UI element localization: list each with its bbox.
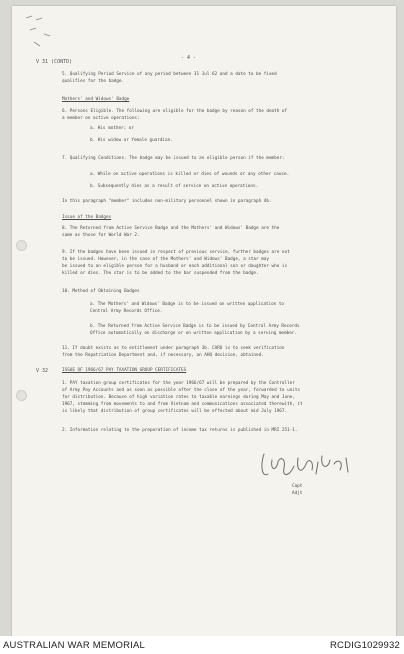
punch-hole: [16, 240, 27, 251]
text-line: a. His mother; or: [90, 126, 134, 131]
section-heading: ISSUE OF 1966/67 PAY TAXATION GROUP CERTIFICATES: [62, 368, 187, 373]
text-line: 8. The Returned from Active Service Badge and the Mothers' and Widows' Badge are the: [62, 226, 280, 231]
text-line: 6. Persons Eligible. The following are eligible for the badge by reason of the death of: [62, 109, 288, 114]
reference-label: V 31 (CONTD): [36, 59, 73, 65]
text-line: from the Repatriation Department and, if necessary, an AHQ decision, obtained.: [62, 353, 264, 358]
text-line: 5. Qualifying Period Service of any period between 31 Jul 62 and a date to be fixed: [62, 72, 277, 77]
footer-record-id: RCDIG1029932: [330, 640, 400, 651]
text-line: 9. If the badges have been issued in respect of previous service, further badges are not: [62, 250, 290, 255]
text-line: to be issued. However, in the case of the Mothers' and Widows' Badge, a star may: [62, 257, 269, 262]
text-line: Office automatically on discharge or on written application by a serving member.: [90, 331, 297, 336]
section-heading: Mothers' and Widows' Badge: [62, 97, 130, 102]
section-heading: 10. Method of Obtaining Badges: [62, 289, 140, 294]
text-line: is likely that distribution of group certificates will be effected about mid July 1967.: [62, 409, 288, 414]
text-line: 1967, stemming from movements to and from Vietnam and communications associated therewith, it: [62, 402, 303, 407]
text-line: 7. Qualifying Conditions. The badge may be issued to an eligible person if the member:: [62, 156, 285, 161]
text-line: of Army Pay Accounts and as soon as possible after the close of the year, forwarded to units: [62, 388, 300, 393]
signature-rank: Capt: [292, 484, 303, 489]
text-line: b. His widow or female guardian.: [90, 138, 173, 143]
text-line: for distribution. Because of high variation rates to taxable earnings during May and June,: [62, 395, 295, 400]
text-line: a member on active operations:: [62, 116, 140, 121]
text-line: b. The Returned from Active Service Badge is to be issued by Central Army Records: [90, 324, 300, 329]
footer-source: AUSTRALIAN WAR MEMORIAL: [3, 640, 146, 651]
text-line: In this paragraph "member" includes non-military personnel shown in paragraph 4b.: [62, 199, 272, 204]
text-line: 11. If doubt exists as to entitlement under paragraph 3b. CARO is to seek verification: [62, 346, 285, 351]
text-line: same as those for World War 2.: [62, 233, 140, 238]
reference-label: V 32: [36, 368, 49, 374]
text-line: 1. PAY taxation group certificates for the year 1966/67 will be prepared by the Controller: [62, 381, 295, 386]
handwritten-mark: [22, 12, 66, 52]
text-line: a. While on active operations is killed or dies of wounds or any other cause.: [90, 172, 290, 177]
text-line: 2. Information relating to the preparation of income tax returns is published in MRI 251-1.: [62, 428, 298, 433]
signature: [256, 448, 356, 484]
footer-bar: [0, 636, 404, 654]
text-line: killed or dies. The star is to be added to the bar suspended from the badge.: [62, 271, 259, 276]
signature-title: Adjt: [292, 491, 303, 496]
text-line: a. The Mothers' and Widows' Badge is to be issued on written application to: [90, 302, 285, 307]
text-line: Central Army Records Office.: [90, 309, 163, 314]
section-heading: Issue of the Badges: [62, 215, 112, 220]
text-line: be issued to an eligible person for a husband or each additional son or daughter who is: [62, 264, 288, 269]
text-line: b. Subsequently dies as a result of service on active operations.: [90, 184, 259, 189]
page-number: - 4 -: [181, 55, 197, 61]
punch-hole: [16, 390, 27, 401]
text-line: qualifies for the badge.: [62, 79, 125, 84]
